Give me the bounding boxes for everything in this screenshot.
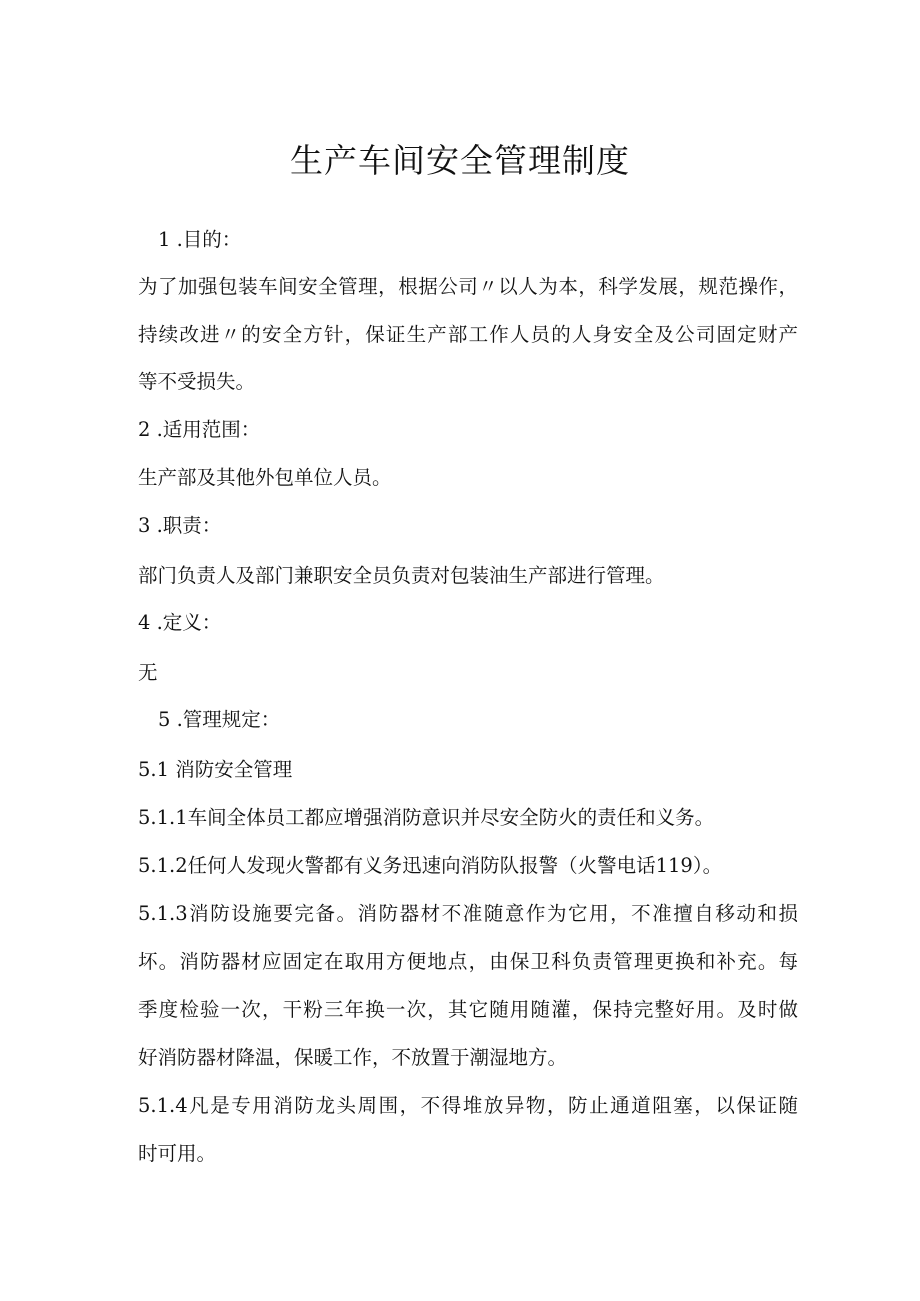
document-title: 生产车间安全管理制度 (290, 141, 630, 180)
paragraph-line: 季度检验一次，干粉三年换一次，其它随用随灌，保持完整好用。及时做 (138, 998, 798, 1021)
subsection-heading: 5.1 消防安全管理 (138, 758, 293, 781)
section-heading-scope: 2 .适用范围： (138, 418, 261, 441)
paragraph-line: 5.1.3消防设施要完备。消防器材不准随意作为它用，不准擅自移动和损 (138, 902, 798, 925)
paragraph-line: 部门负责人及部门兼职安全员负责对包装油生产部进行管理。 (138, 564, 665, 587)
paragraph-line: 无 (138, 661, 158, 684)
paragraph-line: 时可用。 (138, 1142, 217, 1165)
paragraph-line: 5.1.2任何人发现火警都有义务迅速向消防队报警（火警电话119）。 (138, 854, 723, 877)
paragraph-line: 持续改进〃的安全方针，保证生产部工作人员的人身安全及公司固定财产 (138, 323, 798, 346)
section-heading-purpose: 1 .目的： (158, 228, 242, 251)
paragraph-line: 生产部及其他外包单位人员。 (138, 466, 392, 489)
paragraph-line: 好消防器材降温，保暖工作，不放置于潮湿地方。 (138, 1046, 568, 1069)
paragraph-line: 为了加强包装车间安全管理，根据公司〃以人为本，科学发展，规范操作， (138, 275, 798, 298)
paragraph-line: 5.1.4凡是专用消防龙头周围，不得堆放异物，防止通道阻塞，以保证随 (138, 1094, 798, 1117)
section-heading-definition: 4 .定义： (138, 611, 222, 634)
paragraph-line: 5.1.1车间全体员工都应增强消防意识并尽安全防火的责任和义务。 (138, 806, 715, 829)
section-heading-responsibility: 3 .职责： (138, 514, 222, 537)
section-heading-regulations: 5 .管理规定： (158, 708, 281, 731)
paragraph-line: 等不受损失。 (138, 370, 256, 393)
paragraph-line: 坏。消防器材应固定在取用方便地点，由保卫科负责管理更换和补充。每 (138, 950, 798, 973)
